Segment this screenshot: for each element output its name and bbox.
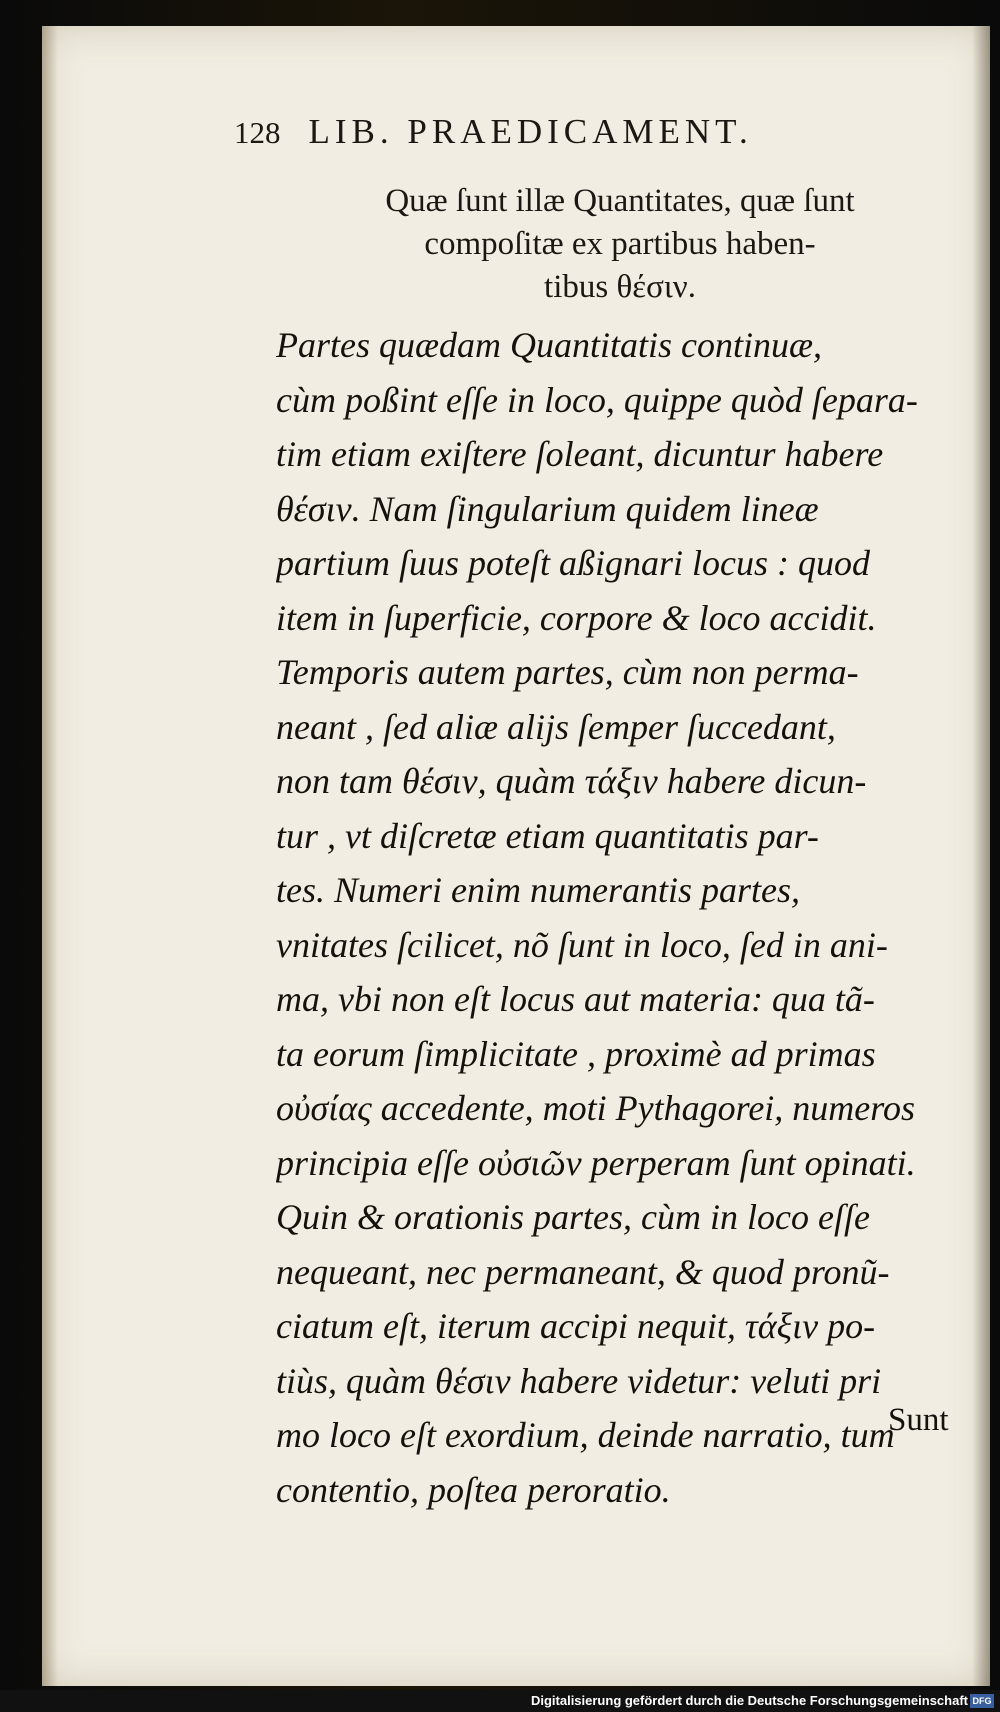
text-line: nequeant, nec permaneant, & quod pronũ- [276,1251,890,1292]
text-line: tim etiam exiſtere ſoleant, dicuntur habere [276,434,884,474]
heading-line: Quæ ſunt illæ Quantitates, quæ ſunt [385,183,855,219]
text-line: cùm poßint eſſe in loco, quippe quòd ſepara- [276,379,918,420]
running-header [234,112,914,162]
text-line: mo loco eſt exordium, deinde narratio, tum [276,1415,895,1455]
text-line: ma, vbi non eſt locus aut materia: qua tã- [276,979,875,1019]
text-line: Quin & orationis partes, cùm in loco eſſe [276,1197,870,1237]
heading-line: compoſitæ ex partibus haben- [424,226,816,262]
text-line: tiùs, quàm θέσιν habere videtur: veluti pri [276,1360,882,1401]
text-line: tur , vt diſcretæ etiam quantitatis par- [276,815,819,856]
page-edge-shadow [972,26,990,1686]
text-line: οὐσίας accedente, moti Pythagorei, numeros [276,1088,915,1128]
text-line: tes. Numeri enim numerantis partes, [276,870,800,910]
text-line: contentio, poſtea peroratio. [276,1469,671,1510]
text-line: neant , ſed aliæ alijs ſemper ſuccedant, [276,706,836,747]
page-gutter-shadow [42,26,58,1686]
text-line: ciatum eſt, iterum accipi nequit, τάξιν po- [276,1306,876,1346]
body-paragraph [276,318,956,1517]
heading-line: tibus θέσιν. [544,269,696,305]
text-line: item in ſuperficie, corpore & loco accidit. [276,597,877,638]
text-line: vnitates ſcilicet, nõ ſunt in loco, ſed in ani- [276,924,888,965]
text-line: principia eſſe οὐσιῶν perperam ſunt opinati. [276,1142,916,1183]
text-line: Temporis autem partes, cùm non perma- [276,652,859,692]
page-number: 128 [234,115,281,150]
funding-credit: Digitalisierung gefördert durch die Deutsche Forschungsgemeinschaft [530,1693,968,1708]
text-line: partium ſuus poteſt aßignari locus : quod [276,543,870,583]
text-line: Partes quædam Quantitatis continuæ, [276,325,823,365]
text-line: ta eorum ſimplicitate , proximè ad primas [276,1033,876,1074]
running-title: LIB. PRAEDICAMENT. [308,112,753,151]
catchword: Sunt [888,1402,949,1438]
text-line: non tam θέσιν, quàm τάξιν habere dicun- [276,761,867,801]
text-line: θέσιν. Nam ſingularium quidem lineæ [276,488,819,529]
section-heading [300,180,940,309]
dfg-logo-icon: DFG [970,1694,994,1708]
